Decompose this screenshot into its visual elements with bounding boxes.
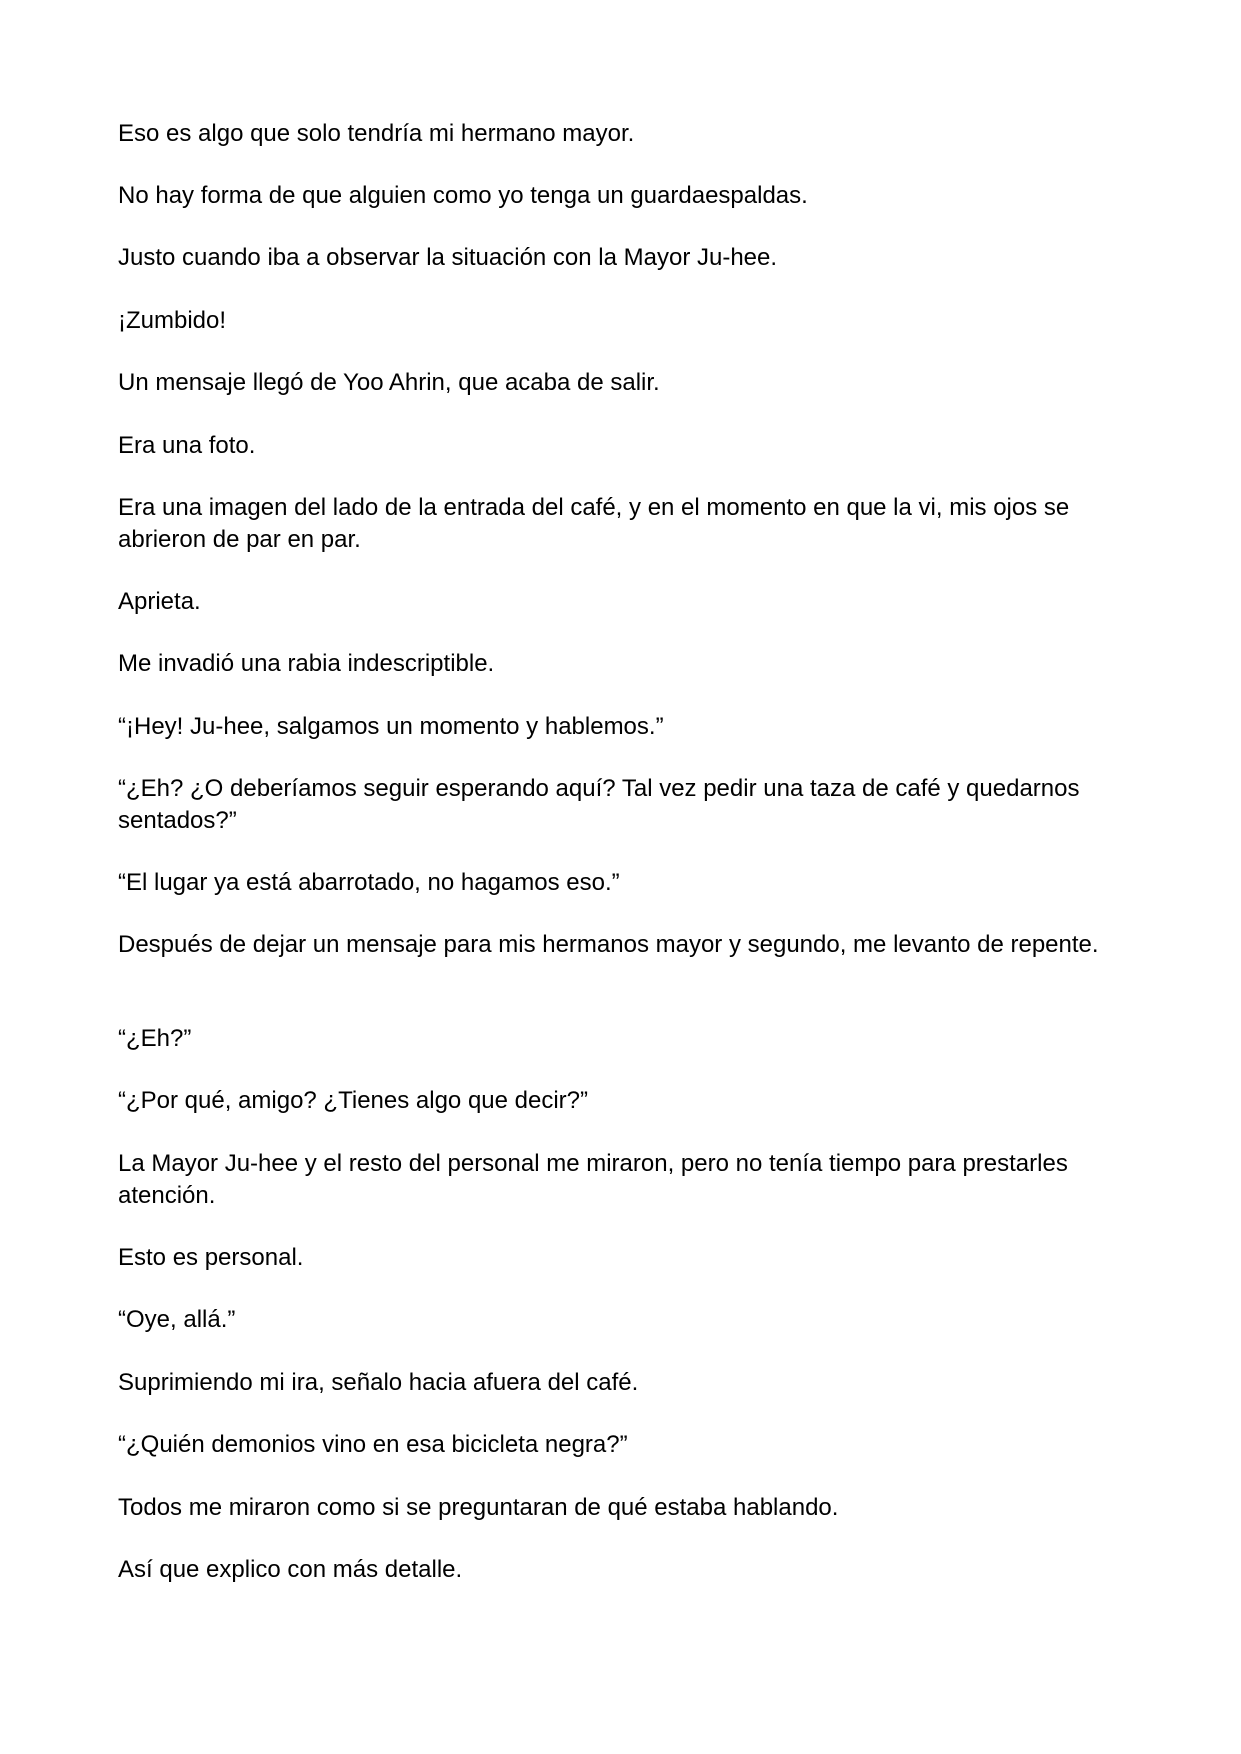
paragraph: Después de dejar un mensaje para mis hermanos mayor y segundo, me levanto de repente.	[118, 931, 1099, 958]
paragraph: Aprieta.	[118, 588, 201, 615]
paragraph: “¿Eh?”	[118, 1025, 192, 1052]
paragraph: ¡Zumbido!	[118, 307, 227, 334]
paragraph: “¿Por qué, amigo? ¿Tienes algo que decir?”	[118, 1087, 589, 1114]
paragraph: “Oye, allá.”	[118, 1306, 236, 1333]
paragraph: “¿Eh? ¿O deberíamos seguir esperando aquí? Tal vez pedir una taza de café y quedarnos sentados?”	[118, 775, 1080, 834]
paragraph: Era una foto.	[118, 432, 256, 459]
paragraph: Esto es personal.	[118, 1244, 304, 1271]
paragraph: Justo cuando iba a observar la situación con la Mayor Ju-hee.	[118, 244, 778, 271]
paragraph: “¿Quién demonios vino en esa bicicleta negra?”	[118, 1431, 628, 1458]
paragraph: Todos me miraron como si se preguntaran de qué estaba hablando.	[118, 1494, 839, 1521]
paragraph: Suprimiendo mi ira, señalo hacia afuera del café.	[118, 1369, 639, 1396]
paragraph: No hay forma de que alguien como yo tenga un guardaespaldas.	[118, 182, 808, 209]
paragraph: La Mayor Ju-hee y el resto del personal me miraron, pero no tenía tiempo para prestarles atención.	[118, 1150, 1068, 1209]
paragraph: “El lugar ya está abarrotado, no hagamos eso.”	[118, 869, 620, 896]
paragraph: Me invadió una rabia indescriptible.	[118, 650, 495, 677]
paragraph: Un mensaje llegó de Yoo Ahrin, que acaba de salir.	[118, 369, 660, 396]
paragraph: Así que explico con más detalle.	[118, 1556, 463, 1583]
paragraph: Era una imagen del lado de la entrada del café, y en el momento en que la vi, mis ojos se abrieron de par en par.	[118, 494, 1070, 553]
paragraph: “¡Hey! Ju-hee, salgamos un momento y hablemos.”	[118, 713, 664, 740]
paragraph: Eso es algo que solo tendría mi hermano mayor.	[118, 120, 635, 147]
